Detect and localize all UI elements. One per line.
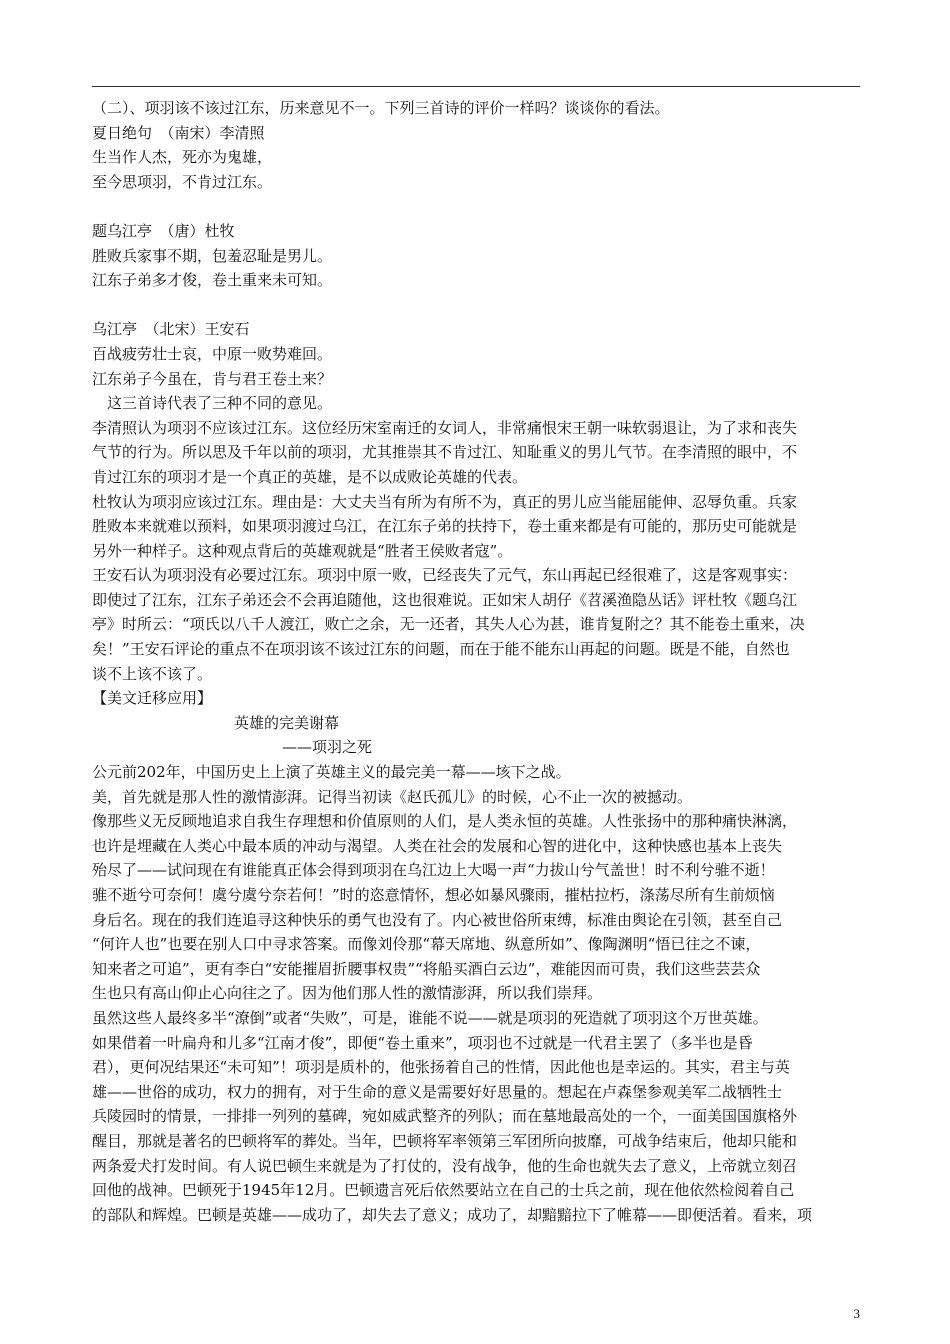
analysis-line: 李清照认为项羽不应该过江东。这位经历宋室南迁的女词人，非常痛恨宋王朝一味软弱退让，为了求和丧失 bbox=[92, 418, 798, 437]
essay-subtitle: ——项羽之死 bbox=[282, 738, 373, 757]
poem-2 bbox=[92, 219, 860, 293]
essay-line: 美，首先就是那人性的激情澎湃。记得当初读《赵氏孤儿》的时候，心不止一次的被撼动。 bbox=[92, 787, 693, 806]
analysis bbox=[92, 391, 860, 686]
essay-line: 回他的战神。巴顿死于1945年12月。巴顿遗言死后依然要站立在自己的士兵之前，现在他依然检阅着自己 bbox=[92, 1181, 795, 1200]
essay-line: 公元前202年，中国历史上上演了英雄主义的最完美一幕——垓下之战。 bbox=[92, 763, 571, 782]
page-number: 3 bbox=[853, 1306, 860, 1321]
analysis-line: 另外一种样子。这种观点背后的英雄观就是“胜者王侯败者寇”。 bbox=[92, 541, 513, 560]
essay-line: 醒目，那就是著名的巴顿将军的葬处。当年，巴顿将军率领第三军团所向披靡，可战争结束后，他却只能和 bbox=[92, 1131, 798, 1150]
spacer bbox=[92, 293, 860, 318]
analysis-intro: 这三首诗代表了三种不同的意见。 bbox=[92, 394, 333, 413]
analysis-line: 王安石认为项羽没有必要过江东。项羽中原一败，已经丧失了元气，东山再起已经很难了，这是客观事实： bbox=[92, 566, 798, 585]
analysis-line: 胜败本来就难以预料，如果项羽渡过乌江，在江东子弟的扶持下，卷土重来都是有可能的，那历史可能就是 bbox=[92, 517, 798, 536]
section-heading: 【美文迁移应用】 bbox=[92, 689, 213, 708]
poem-line: 生当作人杰，死亦为鬼雄， bbox=[92, 148, 273, 167]
essay-line: 虽然这些人最终多半“潦倒”或者“失败”，可是，谁能不说——就是项羽的死造就了项羽这个万世英雄。 bbox=[92, 1008, 768, 1027]
essay-title: 英雄的完美谢幕 bbox=[234, 713, 340, 732]
essay-line: 像那些义无反顾地追求自我生存理想和价值原则的人们，是人类永恒的英雄。人性张扬中的那种痛快淋漓， bbox=[92, 812, 798, 831]
analysis-line: 气节的行为。所以思及千年以前的项羽，尤其推崇其不肯过江、知耻重义的男儿气节。在李清照的眼中，不 bbox=[92, 443, 798, 462]
essay-line: 殆尽了——试问现在有谁能真正体会得到项羽在乌江边上大喝一声“力拔山兮气盖世！时不利兮骓不逝！ bbox=[92, 861, 775, 880]
poem-1 bbox=[92, 121, 860, 195]
poem-line: 胜败兵家事不期，包羞忍耻是男儿。 bbox=[92, 246, 333, 265]
analysis-line: 肯过江东的项羽才是一个真正的英雄，是不以成败论英雄的代表。 bbox=[92, 467, 528, 486]
essay-line: 骓不逝兮可奈何！虞兮虞兮奈若何！”时的恣意情怀，想必如暴风骤雨，摧枯拉朽，涤荡尽所有生前烦恼 bbox=[92, 886, 775, 904]
essay-line: 雄——世俗的成功，权力的拥有，对于生命的意义是需要好好思量的。想起在卢森堡参观美军二战牺牲士 bbox=[92, 1082, 783, 1101]
poem-heading: 乌江亭 （北宋）王安石 bbox=[92, 320, 250, 339]
essay-line: 君），更何况结果还“未可知”！项羽是质朴的，他张扬着自己的性情，因此他也是幸运的。其实，君主与英 bbox=[92, 1058, 790, 1077]
analysis-line: 矣！”王安石评论的重点不在项羽该不该过江东的问题，而在于能不能东山再起的问题。既是不能，自然也 bbox=[92, 640, 790, 659]
analysis-line: 谈不上该不该了。 bbox=[92, 664, 213, 683]
essay-line: 身后名。现在的我们连追寻这种快乐的勇气也没有了。内心被世俗所束缚，标准由舆论在引领，甚至自己 bbox=[92, 910, 783, 929]
analysis-line: 亭》时所云：“项氏以八千人渡江，败亡之余，无一还者，其失人心为甚，谁肯复附之？其不能卷土重来，决 bbox=[92, 615, 805, 634]
analysis-line: 杜牧认为项羽应该过江东。理由是：大丈夫当有所为有所不为，真正的男儿应当能屈能伸、忍辱负重。兵家 bbox=[92, 492, 798, 511]
poem-line: 江东子弟多才俊，卷土重来未可知。 bbox=[92, 271, 333, 290]
poem-line: 至今思项羽，不肯过江东。 bbox=[92, 172, 273, 191]
essay-line: 如果借着一叶扁舟和儿多“江南才俊”，即便“卷土重来”，项羽也不过就是一代君主罢了（多半也是昏 bbox=[92, 1033, 753, 1052]
analysis-line: 即使过了江东，江东子弟还会不会再追随他，这也很难说。正如宋人胡仔《苕溪渔隐丛话》评杜牧《题乌江 bbox=[92, 590, 798, 609]
question-text: （二）、项羽该不该过江东，历来意见不一。下列三首诗的评价一样吗？谈谈你的看法。 bbox=[92, 99, 670, 117]
essay-line: 也许是埋藏在人类心中最本质的冲动与渴望。人类在社会的发展和心智的进化中，这种快感也基本上丧失 bbox=[92, 836, 783, 855]
essay-line: “何许人也”也要在别人口中寻求答案。而像刘伶那“幕天席地、纵意所如”、像陶渊明“悟已往之不谏， bbox=[92, 935, 761, 954]
essay-line: 兵陵园时的情景，一排排一列列的墓碑，宛如威武整齐的列队；而在墓地最高处的一个，一面美国国旗格外 bbox=[92, 1107, 798, 1126]
spacer bbox=[92, 194, 860, 219]
poem-line: 江东弟子今虽在，肯与君王卷土来？ bbox=[92, 369, 333, 388]
essay-body bbox=[92, 760, 860, 1227]
poem-heading: 题乌江亭 （唐）杜牧 bbox=[92, 221, 235, 240]
essay-line: 生也只有高山仰止心向往之了。因为他们那人性的激情澎湃，所以我们崇拜。 bbox=[92, 984, 603, 1003]
poem-line: 百战疲劳壮士哀，中原一败势难回。 bbox=[92, 344, 333, 363]
poem-heading: 夏日绝句 （南宋）李清照 bbox=[92, 123, 265, 142]
poem-3 bbox=[92, 317, 860, 391]
essay-line: 知来者之可追”，更有李白“安能摧眉折腰事权贵”“将船买酒白云边”，难能因而可贵，我们这些芸芸众 bbox=[92, 959, 761, 978]
header-rule bbox=[92, 86, 860, 87]
page-content bbox=[92, 96, 860, 1227]
essay-line: 两条爱犬打发时间。有人说巴顿生来就是为了打仗的，没有战争，他的生命也就失去了意义，上帝就立刻召 bbox=[92, 1156, 798, 1175]
essay-line: 的部队和辉煌。巴顿是英雄——成功了，却失去了意义；成功了，却黯黯拉下了帷幕——即便活着。看来，项 bbox=[92, 1205, 813, 1224]
